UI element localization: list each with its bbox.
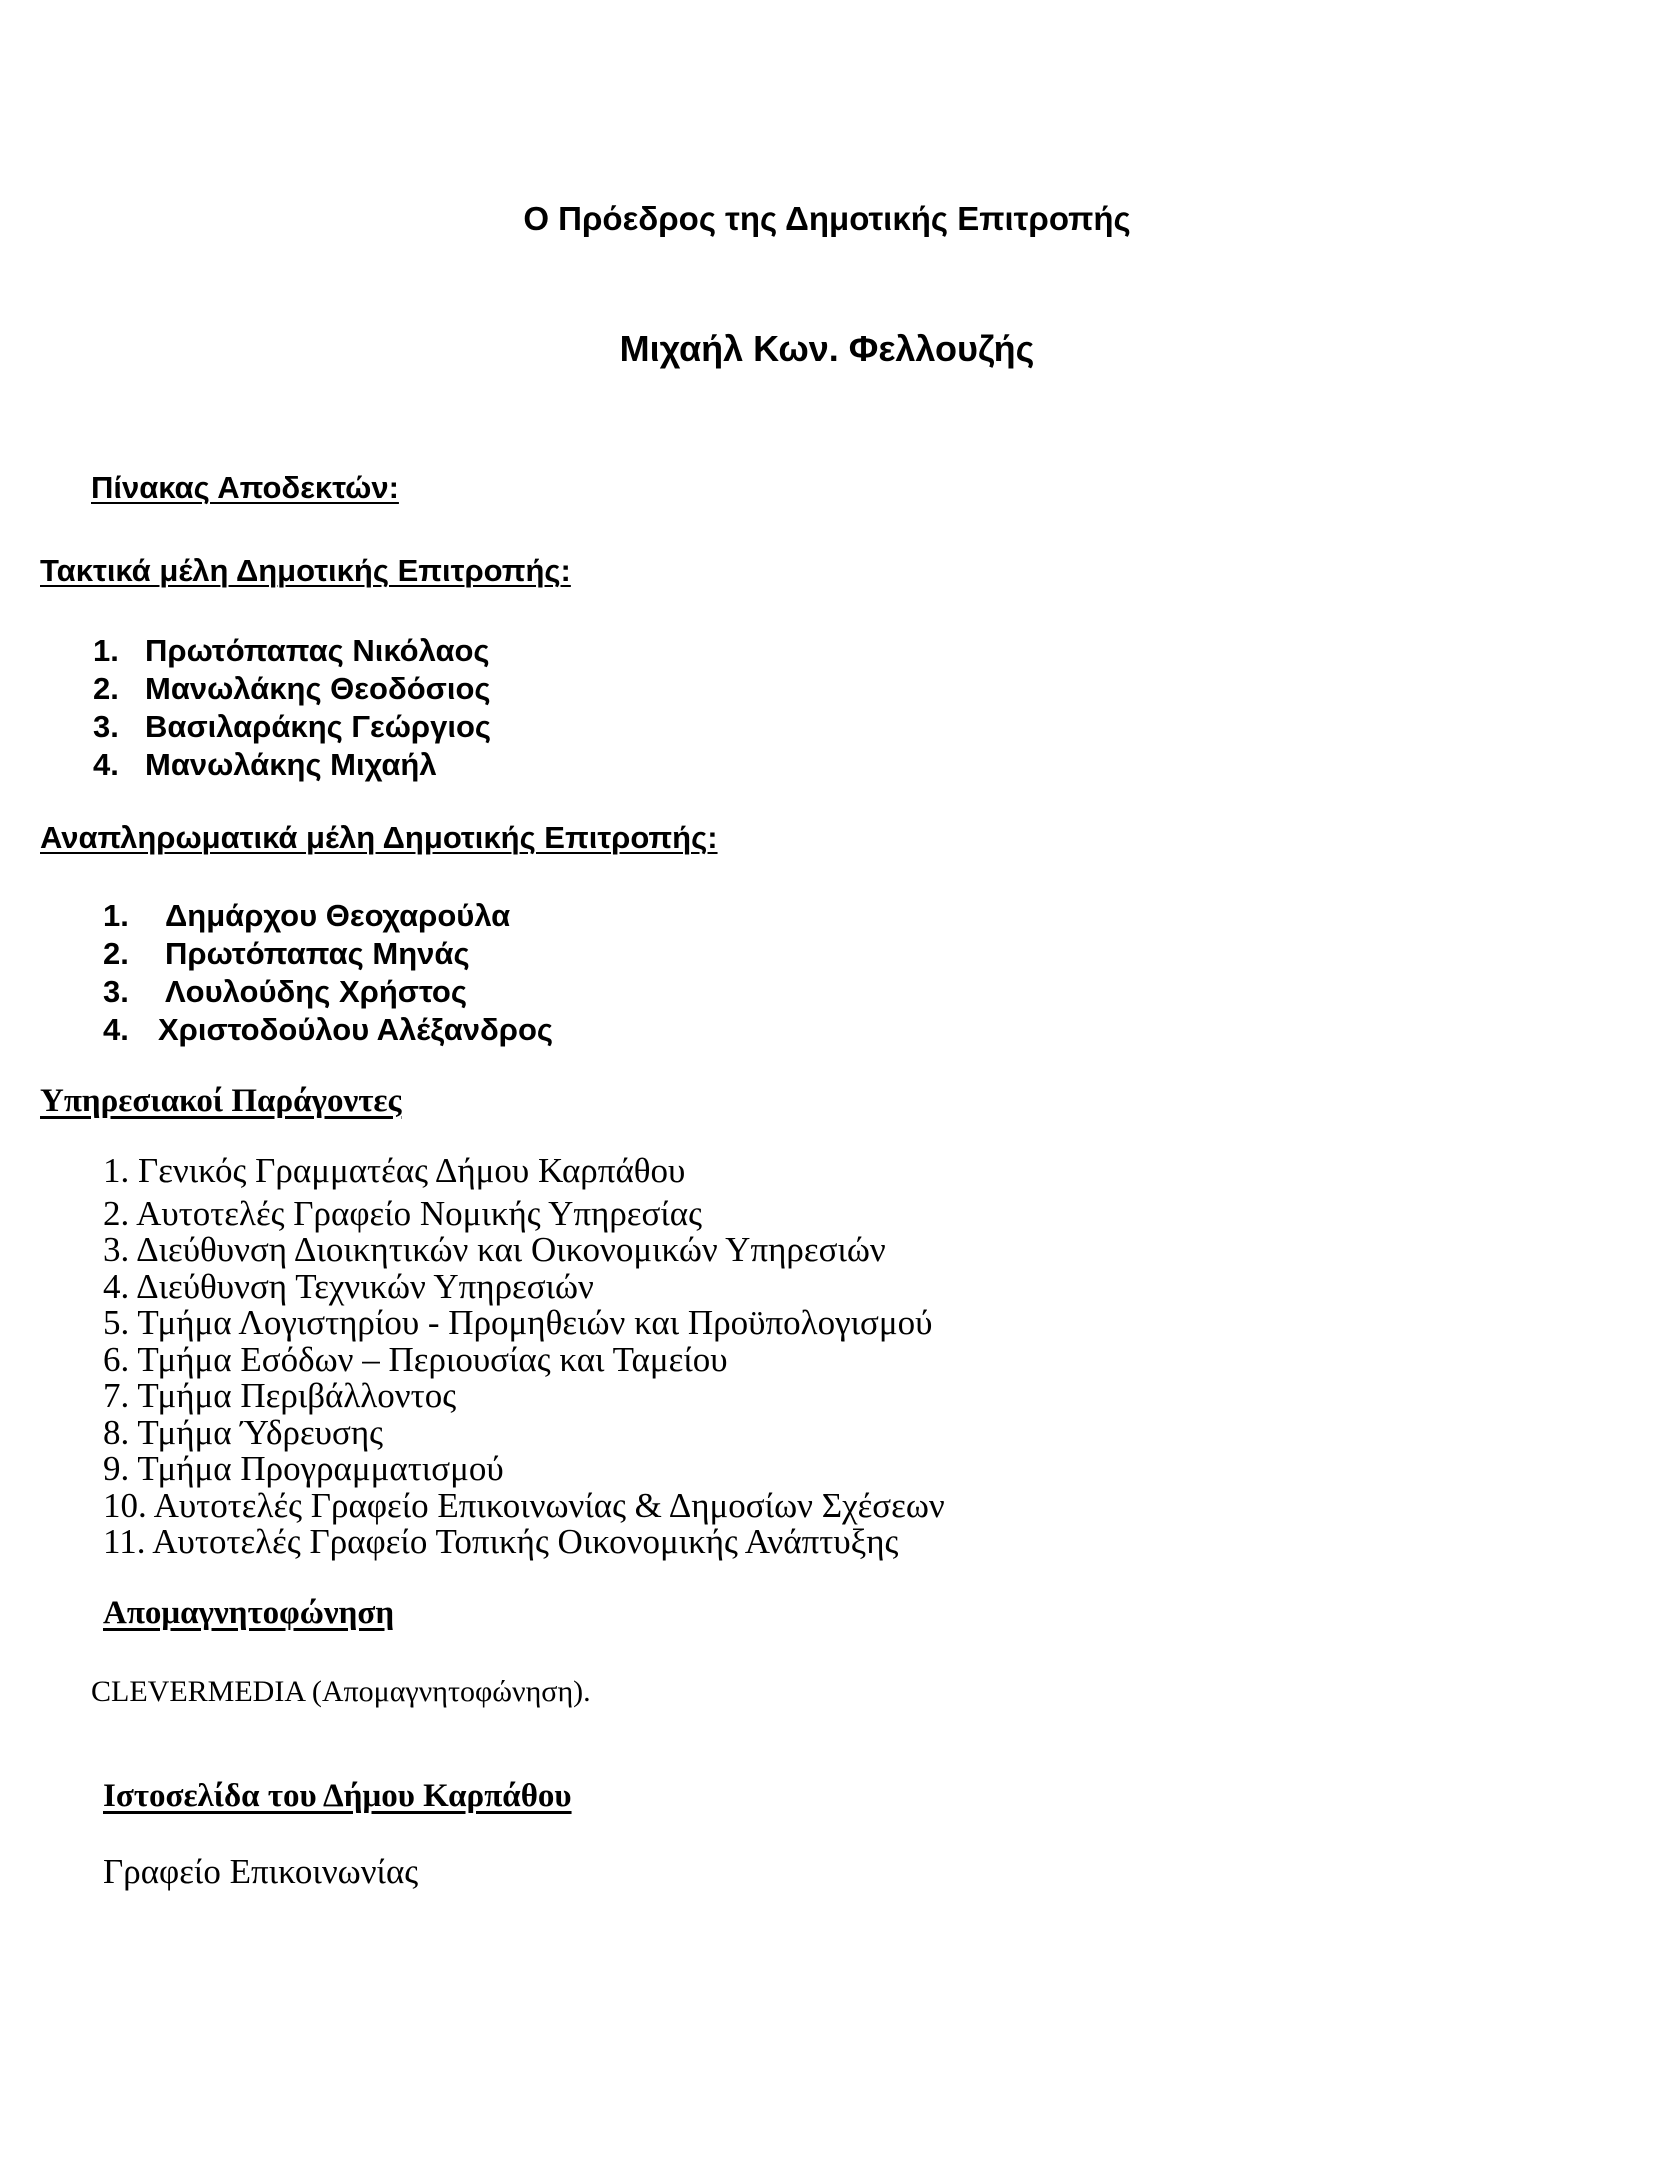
transcription-text: CLEVERMEDIA (Απομαγνητοφώνηση). <box>91 1675 591 1708</box>
list-number: 3. <box>103 974 129 1009</box>
list-item <box>103 973 553 1011</box>
website-text: Γραφείο Επικοινωνίας <box>103 1852 419 1891</box>
list-number: 1. <box>93 633 119 668</box>
list-item <box>103 1011 553 1049</box>
list-item: 6. Τμήμα Εσόδων – Περιουσίας και Ταμείου <box>103 1339 728 1379</box>
list-number: 1. <box>103 898 129 933</box>
list-item: 8. Τμήμα Ύδρευσης <box>103 1412 384 1452</box>
member-name: Βασιλαράκης Γεώργιος <box>145 709 491 744</box>
list-number: 2. <box>103 936 129 971</box>
list-item: 11. Αυτοτελές Γραφείο Τοπικής Οικονομικής Ανάπτυξης <box>103 1522 899 1561</box>
list-item <box>93 746 491 784</box>
list-item: 3. Διεύθυνση Διοικητικών και Οικονομικών Υπηρεσιών <box>103 1230 886 1269</box>
list-item: 4. Διεύθυνση Τεχνικών Υπηρεσιών <box>103 1266 594 1306</box>
list-item: 2. Αυτοτελές Γραφείο Νομικής Υπηρεσίας <box>103 1193 702 1233</box>
list-item <box>103 897 553 935</box>
services-heading: Υπηρεσιακοί Παράγοντες <box>40 1083 402 1119</box>
list-number: 4. <box>93 747 119 782</box>
list-item: 10. Αυτοτελές Γραφείο Επικοινωνίας & Δημοσίων Σχέσεων <box>103 1485 945 1525</box>
transcription-heading: Απομαγνητοφώνηση <box>103 1595 395 1631</box>
list-item <box>93 708 491 746</box>
regular-members-list <box>93 632 491 784</box>
list-item: 5. Τμήμα Λογιστηρίου - Προμηθειών και Προϋπολογισμού <box>103 1303 933 1342</box>
list-number: 4. <box>103 1012 129 1047</box>
member-name: Χριστοδούλου Αλέξανδρος <box>158 1012 554 1047</box>
list-item <box>93 632 491 670</box>
member-name: Λουλούδης Χρήστος <box>165 974 467 1009</box>
list-item <box>103 935 553 973</box>
list-number: 3. <box>93 709 119 744</box>
member-name: Μανωλάκης Θεοδόσιος <box>145 671 491 706</box>
regular-members-heading: Τακτικά μέλη Δημοτικής Επιτροπής: <box>40 553 571 588</box>
alternate-members-list <box>103 897 553 1049</box>
list-item: 9. Τμήμα Προγραμματισμού <box>103 1449 504 1488</box>
list-item: 7. Τμήμα Περιβάλλοντος <box>103 1376 457 1415</box>
list-item <box>93 670 491 708</box>
member-name: Πρωτόπαπας Μηνάς <box>165 936 470 971</box>
member-name: Πρωτόπαπας Νικόλαος <box>145 633 490 668</box>
recipients-heading: Πίνακας Αποδεκτών: <box>91 470 399 505</box>
alternate-members-heading: Αναπληρωματικά μέλη Δημοτικής Επιτροπής: <box>40 820 718 855</box>
member-name: Δημάρχου Θεοχαρούλα <box>165 898 511 933</box>
services-list <box>103 1153 945 1561</box>
website-heading: Ιστοσελίδα του Δήμου Καρπάθου <box>103 1778 572 1814</box>
member-name: Μανωλάκης Μιχαήλ <box>145 747 437 782</box>
signatory-name: Μιχαήλ Κων. Φελλουζής <box>619 328 1035 369</box>
list-number: 2. <box>93 671 119 706</box>
list-item: 1. Γενικός Γραμματέας Δήμου Καρπάθου <box>103 1151 686 1190</box>
document-title: Ο Πρόεδρος της Δημοτικής Επιτροπής <box>523 200 1131 237</box>
